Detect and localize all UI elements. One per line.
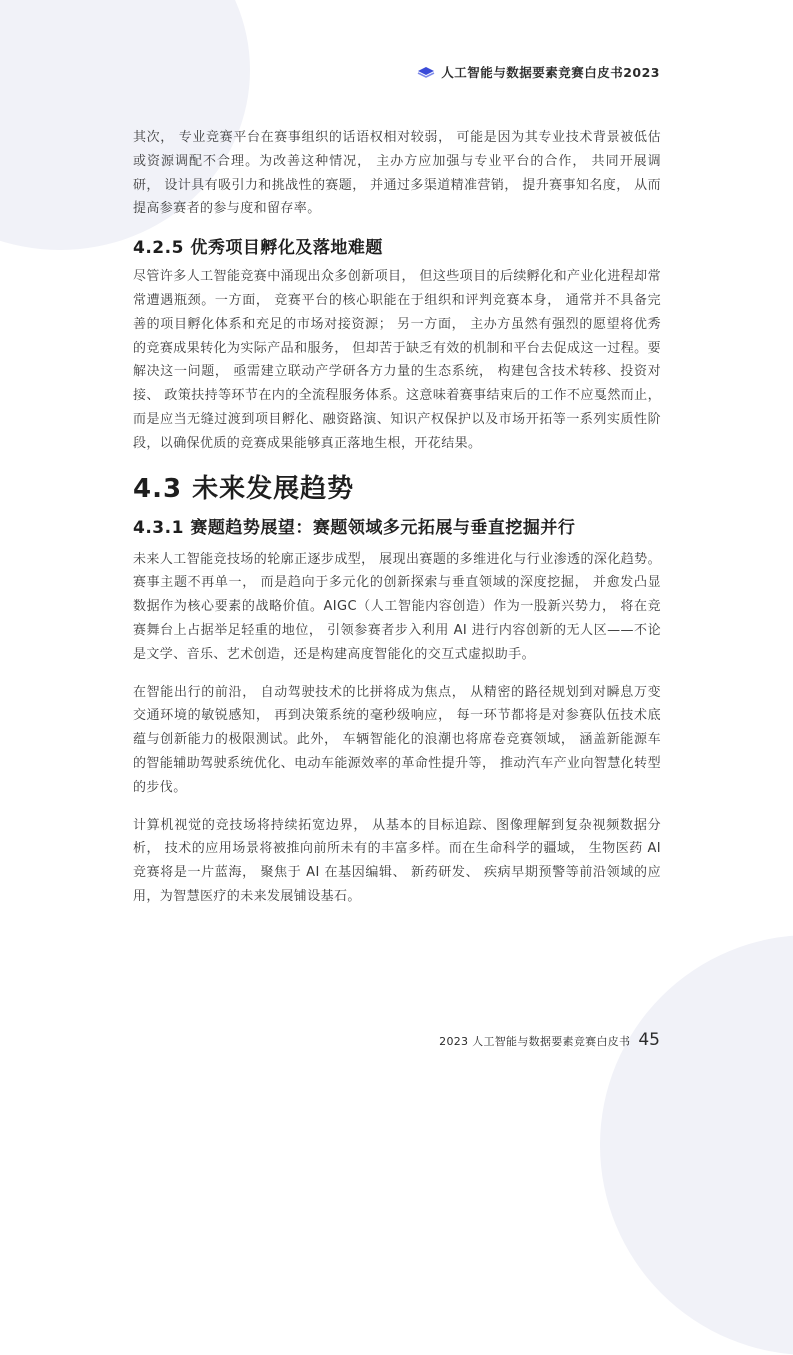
paragraph-computer-vision: 计算机视觉的竞技场将持续拓宽边界， 从基本的目标追踪、图像理解到复杂视频数据分析， 技术的应用场景将被推向前所未有的丰富多样。而在生命科学的疆域， 生物医药 AI 竞赛将是一片蓝海， 聚焦于 AI 在基因编辑、 新药研发、 疾病早期预警等前沿领域的应用，为智慧医疗的未来发展铺设基石。: [133, 817, 661, 904]
paragraph-intro: 其次， 专业竞赛平台在赛事组织的话语权相对较弱， 可能是因为其专业技术背景被低估或资源调配不合理。为改善这种情况， 主办方应加强与专业平台的合作， 共同开展调研， 设计具有吸引力和挑战性的赛题， 并通过多渠道精准营销， 提升赛事知名度， 从而提高参赛者的参与度和留存率。: [133, 130, 661, 217]
page-number: 45: [638, 1030, 660, 1050]
background-circle-bottom-right: [600, 935, 793, 1355]
layers-icon: [417, 66, 435, 78]
paragraph-autonomous-driving: 在智能出行的前沿， 自动驾驶技术的比拼将成为焦点， 从精密的路径规划到对瞬息万变交通环境的敏锐感知， 再到决策系统的毫秒级响应， 每一环节都将是对参赛队伍技术底蕴与创新能力的极限测试。此外， 车辆智能化的浪潮也将席卷竞赛领域， 涵盖新能源车的智能辅助驾驶系统优化、电动车能源效率的革命性提升等， 推动汽车产业向智慧化转型的步伐。: [133, 684, 661, 795]
section-heading-4-3: 4.3 未来发展趋势: [133, 473, 355, 504]
page-header: [417, 63, 660, 81]
paragraph-aigc: 未来人工智能竞技场的轮廓正逐步成型， 展现出赛题的多维进化与行业渗透的深化趋势。赛事主题不再单一， 而是趋向于多元化的创新探索与垂直领域的深度挖掘， 并愈发凸显数据作为核心要素的战略价值。AIGC（人工智能内容创造）作为一股新兴势力， 将在竞赛舞台上占据举足轻重的地位， 引领参赛者步入利用 AI 进行内容创新的无人区——不论是文学、音乐、艺术创造，还是构建高度智能化的交互式虚拟助手。: [133, 551, 661, 662]
header-title: 人工智能与数据要素竞赛白皮书2023: [441, 65, 660, 80]
paragraph-4-2-5: 尽管许多人工智能竞赛中涌现出众多创新项目， 但这些项目的后续孵化和产业化进程却常常遭遇瓶颈。一方面， 竞赛平台的核心职能在于组织和评判竞赛本身， 通常并不具备完善的项目孵化体系和充足的市场对接资源； 另一方面， 主办方虽然有强烈的愿望将优秀的竞赛成果转化为实际产品和服务， 但却苦于缺乏有效的机制和平台去促成这一过程。要解决这一问题， 亟需建立联动产学研各方力量的生态系统， 构建包含技术转移、投资对接、 政策扶持等环节在内的全流程服务体系。这意味着赛事结束后的工作不应戛然而止， 而是应当无缝过渡到项目孵化、融资路演、知识产权保护以及市场开拓等一系列实质性阶段，以确保优质的竞赛成果能够真正落地生根，开花结果。: [133, 269, 661, 451]
page-footer: [439, 1030, 660, 1050]
section-heading-4-2-5: 4.2.5 优秀项目孵化及落地难题: [133, 238, 383, 259]
section-heading-4-3-1: 4.3.1 赛题趋势展望：赛题领域多元拓展与垂直挖掘并行: [133, 517, 576, 538]
main-content: [133, 126, 661, 909]
footer-title: 2023 人工智能与数据要素竞赛白皮书: [439, 1035, 631, 1048]
